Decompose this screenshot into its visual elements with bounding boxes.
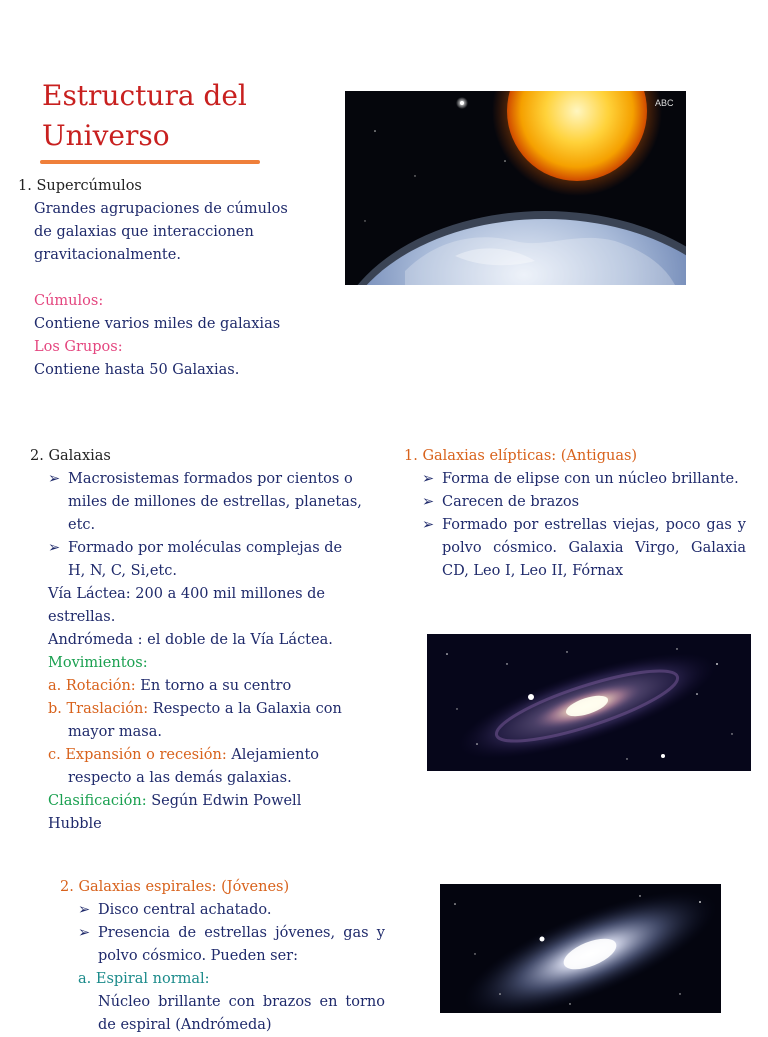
desc-line: de galaxias que interaccionen [34,224,254,240]
arrow-bullet-icon: ➢ [422,494,435,510]
sun-earth-image [345,91,686,285]
cumulos-label: Cúmulos: [34,293,104,309]
via-lactea-text [48,583,325,629]
title-line-2: Universo [42,119,170,152]
bullet-line: etc. [68,517,96,533]
spiral-galaxy-image [440,884,721,1013]
espirales-bullet [78,899,385,922]
movimiento-rotacion [48,675,291,698]
movimiento-expansion [48,744,319,790]
elipticas-bullet [422,491,746,514]
bullet-line: Formado por moléculas complejas de [68,540,343,556]
expansion-text: Alejamiento [226,747,320,763]
elipticas-bullet [422,514,746,583]
desc-line: gravitacionalmente. [34,247,181,263]
grupos-label: Los Grupos: [34,339,123,355]
rotacion-text: En torno a su centro [135,678,292,694]
galaxias-heading: 2. Galaxias [30,448,111,464]
title-underline [40,160,260,164]
bullet-line: miles de millones de estrellas, planetas, [68,494,362,510]
via-lactea-line: Vía Láctea: 200 a 400 mil millones de [48,586,325,602]
arrow-bullet-icon: ➢ [48,540,61,556]
movimientos-label: Movimientos: [48,655,148,671]
expansion-label: c. Expansión o recesión: [48,747,227,763]
abc-watermark: ABC [655,98,674,108]
galaxias-bullet-1 [48,468,362,537]
arrow-bullet-icon: ➢ [422,471,435,487]
arrow-bullet-icon: ➢ [422,517,435,533]
clasificacion-label: Clasificación: [48,793,147,809]
traslacion-text: Respecto a la Galaxia con [148,701,342,717]
bullet-line: H, N, C, Si,etc. [68,563,177,579]
andromeda-galaxy-image [427,634,751,771]
espiral-normal-text: Núcleo brillante con brazos en torno de espiral (Andrómeda) [98,994,385,1033]
grupos-text: Contiene hasta 50 Galaxias. [34,362,240,378]
espirales-heading: 2. Galaxias espirales: (Jóvenes) [60,879,290,895]
page-title [42,76,282,156]
cumulos-text: Contiene varios miles de galaxias [34,316,281,332]
title-line-1: Estructura del [42,79,247,112]
clasificacion [48,790,301,836]
supercumulos-desc [34,198,288,267]
rotacion-label: a. Rotación: [48,678,136,694]
espirales-bullets [78,899,385,968]
bullet-text: Formado por estrellas viejas, poco gas y polvo cósmico. Galaxia Virgo, Galaxia CD, Leo I, Leo II, Fórnax [442,517,746,579]
supercumulos-heading: 1. Supercúmulos [18,178,142,194]
bullet-text: Carecen de brazos [442,494,580,510]
espirales-bullet [78,922,385,968]
traslacion-label: b. Traslación: [48,701,149,717]
bullet-line: Macrosistemas formados por cientos o [68,471,353,487]
clasificacion-text: Según Edwin Powell [146,793,302,809]
elipticas-heading: 1. Galaxias elípticas: (Antiguas) [404,448,638,464]
elipticas-bullets [422,468,746,583]
traslacion-text-2: mayor masa. [68,724,162,740]
expansion-text-2: respecto a las demás galaxias. [68,770,292,786]
galaxias-bullet-2 [48,537,342,583]
movimiento-traslacion [48,698,342,744]
clasificacion-text-2: Hubble [48,816,102,832]
arrow-bullet-icon: ➢ [78,902,91,918]
bullet-text: Disco central achatado. [98,902,272,918]
andromeda-text: Andrómeda : el doble de la Vía Láctea. [48,632,333,648]
elipticas-bullet [422,468,746,491]
arrow-bullet-icon: ➢ [78,925,91,941]
via-lactea-line: estrellas. [48,609,116,625]
espiral-normal-label: a. Espiral normal: [78,971,210,987]
bullet-text: Forma de elipse con un núcleo brillante. [442,471,739,487]
desc-line: Grandes agrupaciones de cúmulos [34,201,288,217]
arrow-bullet-icon: ➢ [48,471,61,487]
bullet-text: Presencia de estrellas jóvenes, gas y polvo cósmico. Pueden ser: [98,925,385,964]
